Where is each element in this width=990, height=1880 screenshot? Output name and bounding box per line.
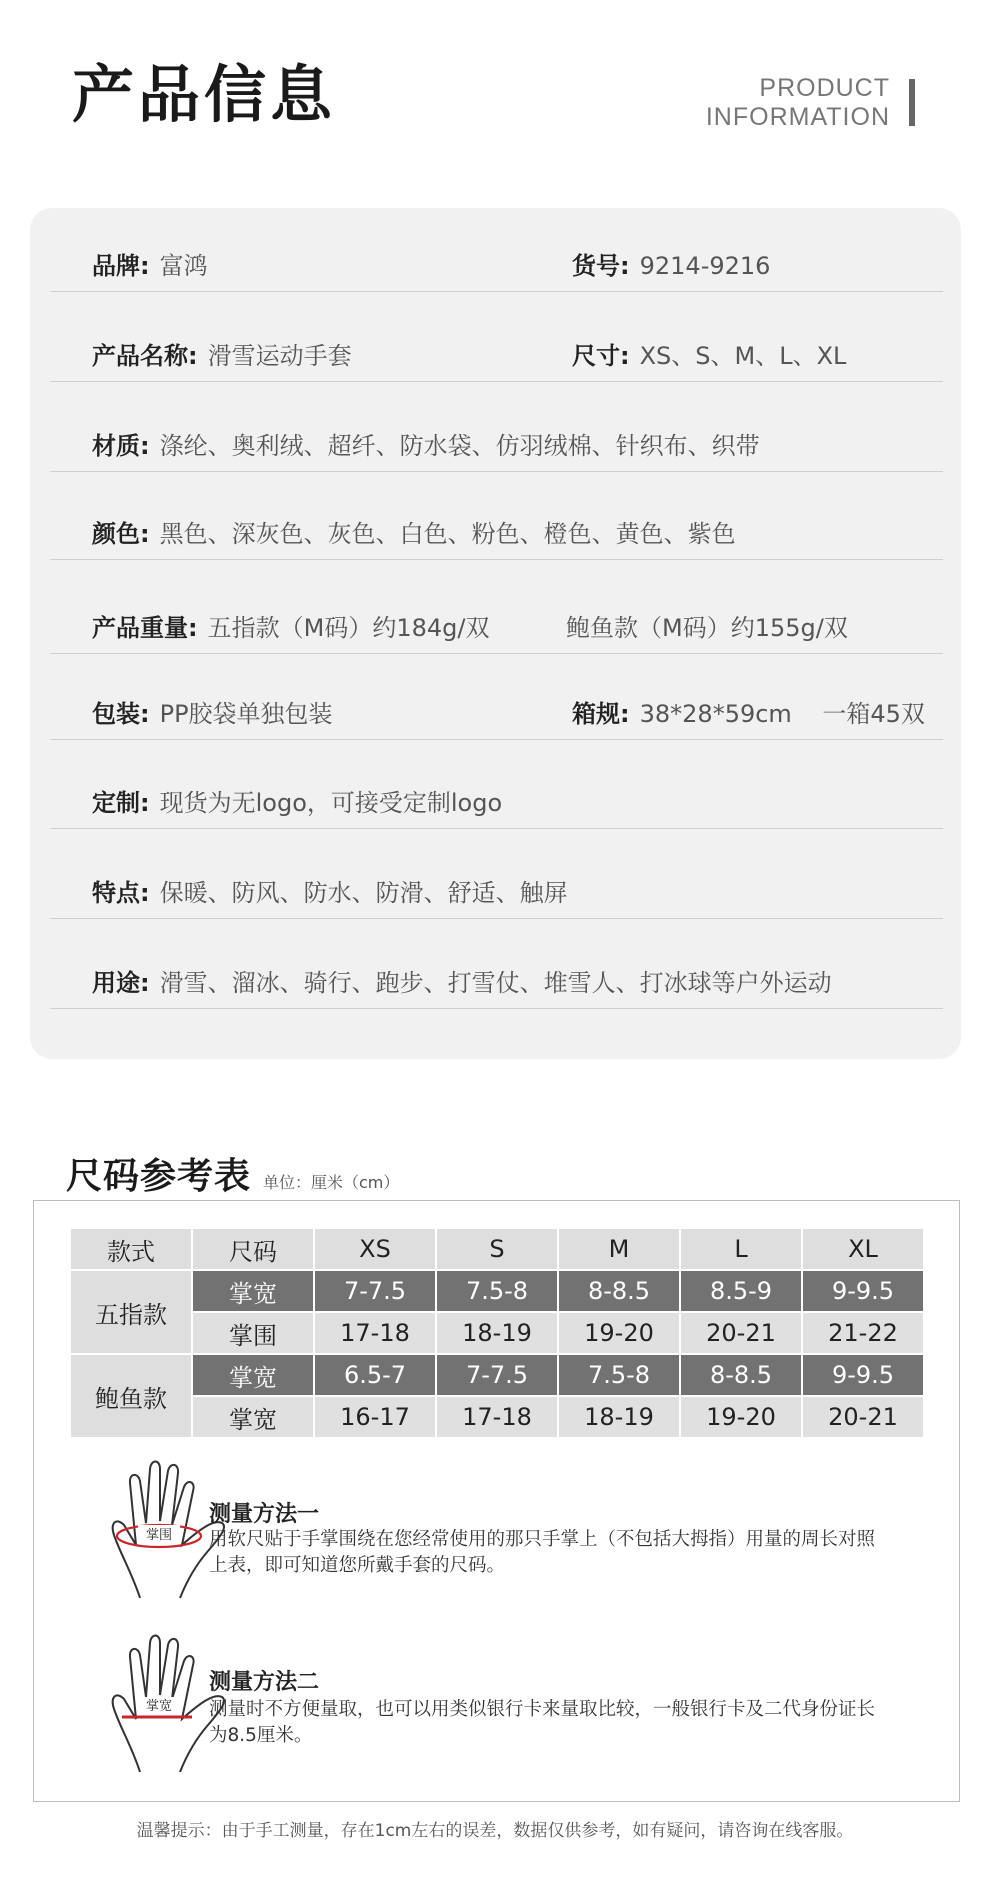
usage-label: 用途 — [92, 969, 140, 997]
method-two-text: 测量时不方便量取，也可以用类似银行卡来量取比较，一般银行卡及二代身份证长为8.5厘米。 — [209, 1699, 876, 1746]
size-table-header-row — [71, 1229, 923, 1269]
page-title: 产品信息 — [72, 58, 337, 131]
size-table — [69, 1227, 925, 1439]
info-row-usage — [50, 919, 943, 1009]
table-row — [71, 1271, 923, 1311]
size-label: 尺寸 — [572, 342, 620, 370]
product-name-value: 滑雪运动手套 — [207, 342, 352, 370]
label-colon: : — [140, 789, 150, 817]
title-accent-bar — [909, 79, 915, 126]
info-row-weight — [50, 560, 943, 654]
header-cell: XL — [803, 1229, 923, 1269]
value-cell: 8-8.5 — [681, 1355, 801, 1395]
value-cell: 6.5-7 — [315, 1355, 435, 1395]
value-cell: 18-19 — [559, 1397, 679, 1437]
row-label: 掌宽 — [193, 1271, 313, 1311]
packing-value: PP胶袋单独包装 — [159, 700, 333, 728]
info-row-brand — [50, 208, 943, 292]
value-cell: 9-9.5 — [803, 1271, 923, 1311]
info-row-packing — [50, 654, 943, 740]
header-cell: S — [437, 1229, 557, 1269]
english-title-line2: INFORMATION — [705, 103, 890, 131]
value-cell: 9-9.5 — [803, 1355, 923, 1395]
header-cell: 款式 — [71, 1229, 191, 1269]
english-title-line1: PRODUCT — [759, 74, 890, 102]
color-value: 黑色、深灰色、灰色、白色、粉色、橙色、黄色、紫色 — [159, 520, 736, 548]
item-no-value: 9214-9216 — [639, 252, 771, 280]
table-row — [71, 1397, 923, 1437]
english-title — [706, 74, 890, 132]
label-colon: : — [188, 342, 198, 370]
method-two-title: 测量方法二 — [209, 1670, 320, 1695]
value-cell: 8-8.5 — [559, 1271, 679, 1311]
weight-field — [92, 611, 489, 645]
label-colon: : — [140, 879, 150, 907]
usage-field — [92, 966, 832, 1000]
weight-value-five-finger: 五指款（M码）约184g/双 — [207, 614, 490, 642]
value-cell: 18-19 — [437, 1313, 557, 1353]
value-cell: 20-21 — [803, 1397, 923, 1437]
material-label: 材质 — [92, 432, 140, 460]
label-colon: : — [620, 700, 630, 728]
size-chart-box — [33, 1200, 960, 1802]
value-cell: 20-21 — [681, 1313, 801, 1353]
header-cell: XS — [315, 1229, 435, 1269]
weight-value-abalone: 鲍鱼款（M码）约155g/双 — [566, 614, 848, 642]
hand-label: 掌围 — [145, 1528, 173, 1543]
header-cell: M — [559, 1229, 679, 1269]
table-row — [71, 1355, 923, 1395]
info-row-features — [50, 829, 943, 919]
carton-label: 箱规 — [572, 700, 620, 728]
label-colon: : — [140, 700, 150, 728]
label-colon: : — [188, 614, 198, 642]
value-cell: 7-7.5 — [315, 1271, 435, 1311]
item-no-field — [572, 249, 770, 283]
size-chart-unit: 单位：厘米（cm） — [263, 1173, 400, 1192]
product-name-label: 产品名称 — [92, 342, 188, 370]
usage-value: 滑雪、溜冰、骑行、跑步、打雪仗、堆雪人、打冰球等户外运动 — [159, 969, 832, 997]
row-label: 掌宽 — [193, 1355, 313, 1395]
carton-field — [572, 697, 925, 731]
brand-field — [92, 249, 208, 283]
packing-field — [92, 697, 333, 731]
size-chart-title: 尺码参考表 — [66, 1156, 252, 1197]
label-colon: : — [620, 252, 630, 280]
custom-value: 现货为无logo，可接受定制logo — [159, 789, 503, 817]
size-field — [572, 339, 846, 373]
features-value: 保暖、防风、防水、防滑、舒适、触屏 — [159, 879, 568, 907]
label-colon: : — [620, 342, 630, 370]
custom-label: 定制 — [92, 789, 140, 817]
header-cell: 尺码 — [193, 1229, 313, 1269]
packing-label: 包装 — [92, 700, 140, 728]
table-row — [71, 1313, 923, 1353]
value-cell: 17-18 — [315, 1313, 435, 1353]
label-colon: : — [140, 969, 150, 997]
color-label: 颜色 — [92, 520, 140, 548]
size-value: XS、S、M、L、XL — [639, 342, 847, 370]
row-label: 掌围 — [193, 1313, 313, 1353]
group-cell: 鲍鱼款 — [71, 1355, 191, 1437]
weight-field-abalone — [566, 611, 848, 645]
material-value: 涤纶、奥利绒、超纤、防水袋、仿羽绒棉、针织布、织带 — [159, 432, 760, 460]
info-row-custom — [50, 740, 943, 829]
info-row-color — [50, 472, 943, 560]
hand-label: 掌宽 — [145, 1699, 173, 1714]
value-cell: 19-20 — [559, 1313, 679, 1353]
value-cell: 7.5-8 — [559, 1355, 679, 1395]
group-cell: 五指款 — [71, 1271, 191, 1353]
label-colon: : — [140, 520, 150, 548]
custom-field — [92, 786, 502, 820]
value-cell: 17-18 — [437, 1397, 557, 1437]
brand-value: 富鸿 — [159, 252, 208, 280]
product-info-panel — [30, 208, 961, 1059]
carton-value: 38*28*59cm 一箱45双 — [639, 700, 925, 728]
value-cell: 7.5-8 — [437, 1271, 557, 1311]
method-one-text: 用软尺贴于手掌围绕在您经常使用的那只手掌上（不包括大拇指）用量的周长对照上表，即可知道您所戴手套的尺码。 — [209, 1529, 876, 1576]
weight-label: 产品重量 — [92, 614, 188, 642]
color-field — [92, 517, 736, 551]
value-cell: 7-7.5 — [437, 1355, 557, 1395]
info-row-material — [50, 382, 943, 472]
footnote: 温馨提示：由于手工测量，存在1cm左右的误差，数据仅供参考，如有疑问，请咨询在线客服。 — [136, 1821, 854, 1841]
value-cell: 21-22 — [803, 1313, 923, 1353]
brand-label: 品牌 — [92, 252, 140, 280]
item-no-label: 货号 — [572, 252, 620, 280]
material-field — [92, 429, 760, 463]
method-one-title: 测量方法一 — [209, 1502, 320, 1527]
product-name-field — [92, 339, 352, 373]
features-label: 特点 — [92, 879, 140, 907]
label-colon: : — [140, 252, 150, 280]
header-cell: L — [681, 1229, 801, 1269]
label-colon: : — [140, 432, 150, 460]
value-cell: 16-17 — [315, 1397, 435, 1437]
value-cell: 8.5-9 — [681, 1271, 801, 1311]
value-cell: 19-20 — [681, 1397, 801, 1437]
info-row-name — [50, 292, 943, 382]
row-label: 掌宽 — [193, 1397, 313, 1437]
features-field — [92, 876, 568, 910]
